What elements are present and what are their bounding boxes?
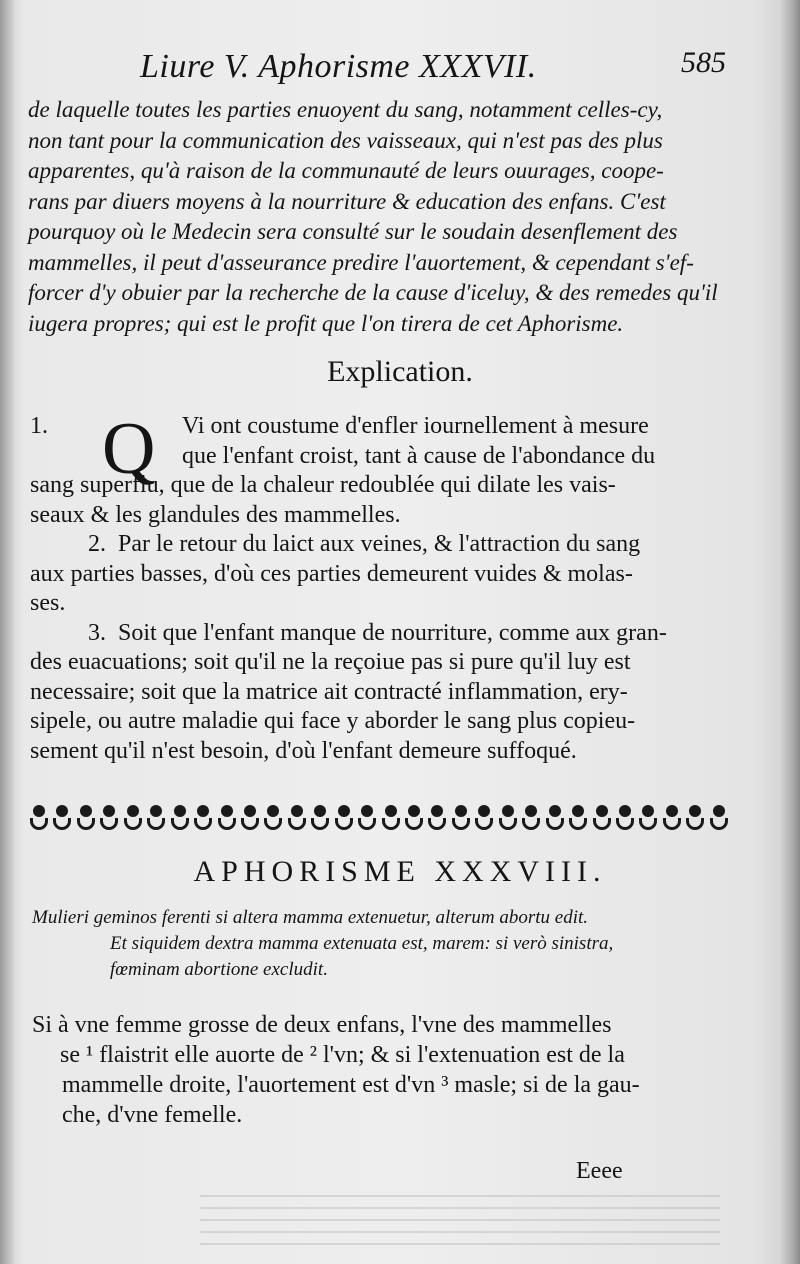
french-line: mammelle droite, l'auortement est d'vn ³ masle; si de la gau- (62, 1072, 640, 1098)
fleuron-ornament (194, 803, 212, 833)
latin-aphorism (32, 905, 732, 983)
latin-line: fœminam abortione excludit. (110, 959, 328, 980)
latin-line: Mulieri geminos ferenti si altera mamma extenuetur, alterum abortu edit. (32, 907, 589, 928)
commentary-line: iugera propres; qui est le profit que l'on tirera de cet Aphorisme. (28, 310, 624, 336)
explication-line: sement qu'il n'est besoin, d'où l'enfant demeure suffoqué. (30, 737, 577, 764)
fleuron-ornament (311, 803, 329, 833)
explication-line: des euacuations; soit qu'il ne la reçoiue pas si pure qu'il luy est (30, 649, 631, 675)
explication-line: 3. Soit que l'enfant manque de nourriture, comme aux gran- (30, 619, 730, 649)
fleuron-ornament (569, 803, 587, 833)
commentary-paragraph (28, 95, 728, 339)
explication-line: 2. Par le retour du laict aux veines, & l'attraction du sang (30, 530, 730, 560)
explication-line: que l'enfant croist, tant à cause de l'abondance du (182, 442, 656, 469)
fleuron-ornament (616, 803, 634, 833)
fleuron-ornament (499, 803, 517, 833)
explication-line: sang superflu, que de la chaleur redoublée qui dilate les vais- (30, 472, 616, 498)
explication-line: seaux & les glandules des mammelles. (30, 501, 401, 528)
french-line: se ¹ flaistrit elle auorte de ² l'vn; & si l'extenuation est de la (60, 1042, 625, 1068)
explication-heading: Explication. (327, 355, 473, 388)
page-header (140, 48, 740, 88)
commentary-line: apparentes, qu'à raison de la communauté de leurs ouurages, coope- (28, 158, 664, 183)
fleuron-ornament (288, 803, 306, 833)
fleuron-border (30, 800, 728, 836)
explication-line: 1. Vi ont coustume d'enfler iournellement à mesure (30, 412, 730, 442)
fleuron-ornament (241, 803, 259, 833)
fleuron-ornament (77, 803, 95, 833)
page-edge-shadow-right (778, 0, 800, 1264)
french-line: Si à vne femme grosse de deux enfans, l'vne des mammelles (32, 1012, 612, 1038)
fleuron-ornament (358, 803, 376, 833)
explication-body (30, 408, 730, 766)
fleuron-ornament (405, 803, 423, 833)
explication-line: necessaire; soit que la matrice ait contracté inflammation, ery- (30, 678, 628, 705)
commentary-line: rans par diuers moyens à la nourriture & education des enfans. C'est (28, 188, 666, 214)
item-number: 2. (88, 531, 106, 557)
fleuron-ornament (546, 803, 564, 833)
commentary-line: non tant pour la communication des vaisseaux, qui n'est pas des plus (28, 127, 663, 153)
running-head: Liure V. Aphorisme XXXVII. (140, 48, 537, 85)
fleuron-ornament (639, 803, 657, 833)
aphorism-heading: APHORISME XXXVIII. (193, 855, 607, 888)
page-edge-shadow-left (0, 0, 14, 1264)
commentary-line: pourquoy où le Medecin sera consulté sur le soudain desenflement des (28, 219, 678, 244)
fleuron-ornament (522, 803, 540, 833)
item-number: 3. (88, 619, 106, 646)
latin-line: Et siquidem dextra mamma extenuata est, marem: si verò sinistra, (110, 933, 614, 954)
fleuron-ornament (100, 803, 118, 833)
fleuron-ornament (428, 803, 446, 833)
explication-line: aux parties basses, d'où ces parties demeurent vuides & molas- (30, 560, 633, 587)
fleuron-ornament (171, 803, 189, 833)
fleuron-ornament (264, 803, 282, 833)
fleuron-ornament (218, 803, 236, 833)
fleuron-ornament (53, 803, 71, 833)
show-through-text (200, 1185, 720, 1245)
fleuron-ornament (30, 803, 48, 833)
fleuron-ornament (710, 803, 728, 833)
catchword: Eeee (576, 1158, 623, 1184)
commentary-line: mammelles, il peut d'asseurance predire l'auortement, & cependant s'ef- (28, 249, 694, 275)
french-line: che, d'vne femelle. (62, 1102, 243, 1128)
fleuron-ornament (475, 803, 493, 833)
fleuron-ornament (452, 803, 470, 833)
french-translation (32, 1010, 732, 1130)
fleuron-ornament (663, 803, 681, 833)
fleuron-ornament (147, 803, 165, 833)
commentary-line: forcer d'y obuier par la recherche de la cause d'iceluy, & des remedes qu'il (28, 280, 718, 305)
fleuron-ornament (382, 803, 400, 833)
page-number: 585 (681, 46, 726, 79)
fleuron-ornament (335, 803, 353, 833)
drop-cap: Q (102, 408, 156, 490)
fleuron-ornament (686, 803, 704, 833)
item-number: 1. (30, 413, 48, 439)
fleuron-ornament (593, 803, 611, 833)
commentary-line: de laquelle toutes les parties enuoyent du sang, notamment celles-cy, (28, 97, 663, 122)
fleuron-ornament (124, 803, 142, 833)
explication-line: ses. (30, 590, 66, 616)
explication-line: sipele, ou autre maladie qui face y aborder le sang plus copieu- (30, 708, 636, 734)
